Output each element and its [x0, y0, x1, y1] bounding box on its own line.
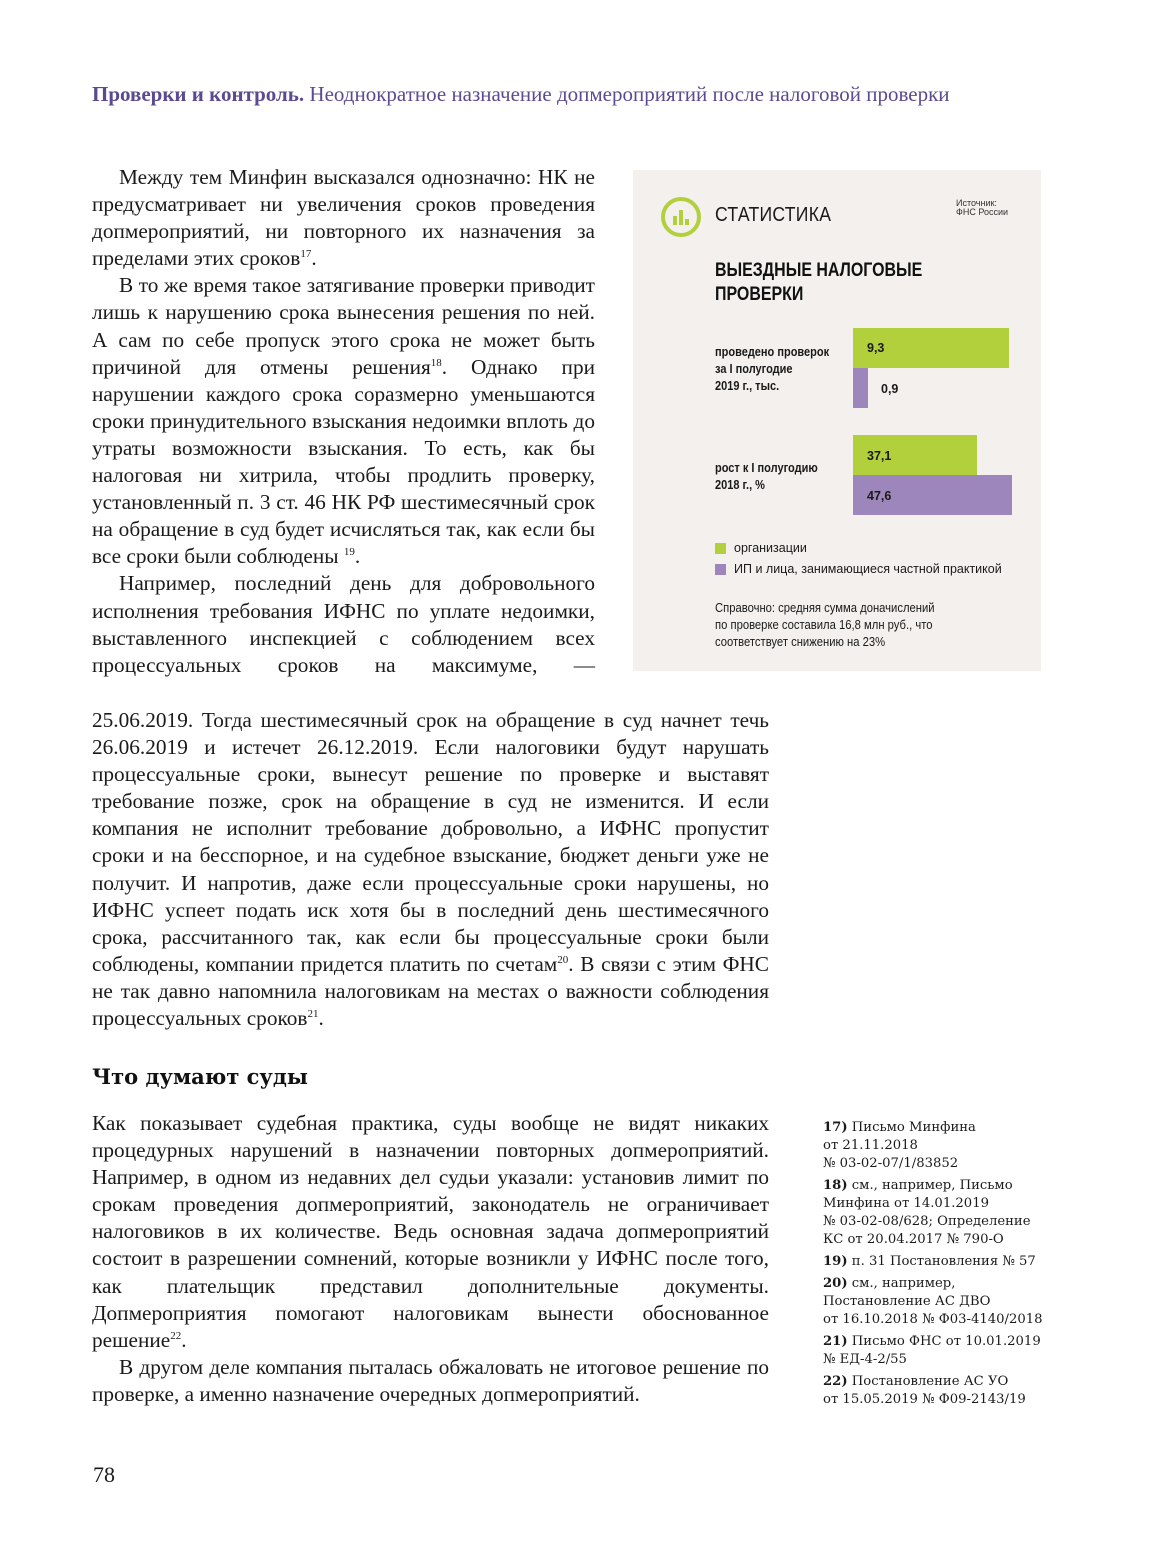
- footnote-18: 18) см., например, Письмо Минфина от 14.01.2019 № 03-02-08/628; Определение КС от 20.04.2017 № 790-О: [823, 1178, 1031, 1247]
- footnote-ref: 21: [307, 1007, 319, 1020]
- source-note: Источник: ФНС России: [956, 198, 1009, 217]
- paragraph: В то же время такое затягивание проверки приводит лишь к нарушению срока вынесения решения по ней. А сам по себе пропуск этого срока не может быть причиной для отмены решения$^{18}$. Однако при нарушении каждого срока соразмерно уменьшаются сроки принудительного взыскания недоимки вплоть до утраты возможности взыскания. То есть, как бы налоговая ни хитрила, чтобы продлить проверку, установленный п. 3 ст. 46 НК РФ шестимесячный срок на обращение в суд будет исчисляться так, как если бы все сроки были соблюдены $^{19}$.: [92, 273, 595, 569]
- paragraph: Между тем Минфин высказался однозначно: НК не предусматривает ни увеличения сроков проведения допмероприятий, ни повторного их назначения за пределами этих сроков$^{17}$.: [92, 165, 595, 271]
- body-text-section2: [92, 1110, 769, 1408]
- legend-swatch-purple: [715, 564, 726, 575]
- footnote-ref: 20: [557, 953, 569, 966]
- footnote-ref: 18: [430, 356, 442, 369]
- footnote-19: 19) п. 31 Постановления № 57: [823, 1254, 1036, 1269]
- category-label: рост к I полугодию 2018 г., %: [715, 461, 818, 492]
- paragraph-continuation: 25.06.2019. Тогда шестимесячный срок на обращение в суд начнет течь 26.06.2019 и истечет 26.12.2019. Если налоговики будут нарушать процессуальные сроки, вынесут решение по проверке и выставят требование позже, срок на обращение в суд не изменится. И если компания не исполнит требование добровольно, а ИФНС пропустит сроки и на бесспорное, и на судебное взыскание, бюджет деньги уже не получит. И напротив, даже если процессуальные сроки нарушены, но ИФНС успеет подать иск хотя бы в последний день шестимесячного срока, рассчитанного так, как если бы процессуальные сроки были соблюдены, компании придется платить по счетам$^{20}$. В связи с этим ФНС не так давно напомнила налоговикам на местах о важности соблюдения процессуальных сроков$^{21}$.: [92, 708, 769, 1031]
- legend-item-individuals: ИП и лица, занимающиеся частной практикой: [715, 562, 1002, 576]
- paragraph: В другом деле компания пыталась обжаловать не итоговое решение по проверке, а именно назначение очередных допмероприятий.: [92, 1354, 769, 1406]
- bar-value: 0,9: [881, 382, 899, 396]
- footnote-21: 21) Письмо ФНС от 10.01.2019 № ЕД-4-2/55: [823, 1334, 1041, 1367]
- paragraph: Например, последний день для добровольного исполнения требования ИФНС по уплате недоимки, выставленного инспекцией с соблюдением всех процессуальных сроков на максимуме, —: [92, 571, 595, 677]
- statistics-box: [633, 170, 1041, 671]
- footnote-ref: 19: [343, 546, 355, 559]
- bar-value: 47,6: [867, 489, 892, 503]
- page-number: 78: [93, 1462, 115, 1487]
- running-head-section: Проверки и контроль.: [92, 82, 305, 106]
- footnote-ref: 22: [170, 1329, 182, 1342]
- category-label: проведено проверок за I полугодие 2019 г., тыс.: [715, 345, 830, 393]
- section-heading: Что думают суды: [92, 1064, 308, 1089]
- bar-value: 37,1: [867, 449, 892, 463]
- footnote-22: 22) Постановление АС УО от 15.05.2019 № Ф09-2143/19: [823, 1374, 1026, 1407]
- footnote-20: 20) см., например, Постановление АС ДВО от 16.10.2018 № Ф03-4140/2018: [823, 1276, 1043, 1327]
- body-text-narrow-column: [92, 164, 595, 679]
- footnote-17: 17) Письмо Минфина от 21.11.2018 № 03-02-07/1/83852: [823, 1120, 976, 1171]
- chart-title: ВЫЕЗДНЫЕ НАЛОГОВЫЕ ПРОВЕРКИ: [715, 260, 923, 305]
- statistics-label: СТАТИСТИКА: [715, 204, 832, 226]
- running-head-title: Неоднократное назначение допмероприятий после налоговой проверки: [309, 82, 950, 106]
- running-head: [92, 82, 1052, 107]
- paragraph: Как показывает судебная практика, суды вообще не видят никаких процедурных нарушений в назначении повторных допмероприятий. Например, в одном из недавних дел судьи указали: установив лимит по срокам проведения допмероприятий, законодатель не ограничивает налоговиков в их количестве. Ведь основная задача допмероприятий состоит в разрешении сомнений, которые возникли у ИФНС после того, как плательщик представил дополнительные документы. Допмероприятия помогают налоговикам вынести обоснованное решение$^{22}$.: [92, 1111, 769, 1352]
- legend-item-organizations: организации: [715, 541, 807, 555]
- footnotes: [823, 1119, 1063, 1413]
- bar-chart-icon: [660, 196, 702, 238]
- bar-individuals-checks: [853, 368, 868, 408]
- legend-swatch-green: [715, 543, 726, 554]
- bar-value: 9,3: [867, 341, 885, 355]
- footnote-ref: 17: [300, 248, 312, 261]
- body-text-wide-column: [92, 707, 769, 1032]
- reference-note: Справочно: средняя сумма доначислений по проверке составила 16,8 млн руб., что соответствует снижению на 23%: [715, 601, 935, 649]
